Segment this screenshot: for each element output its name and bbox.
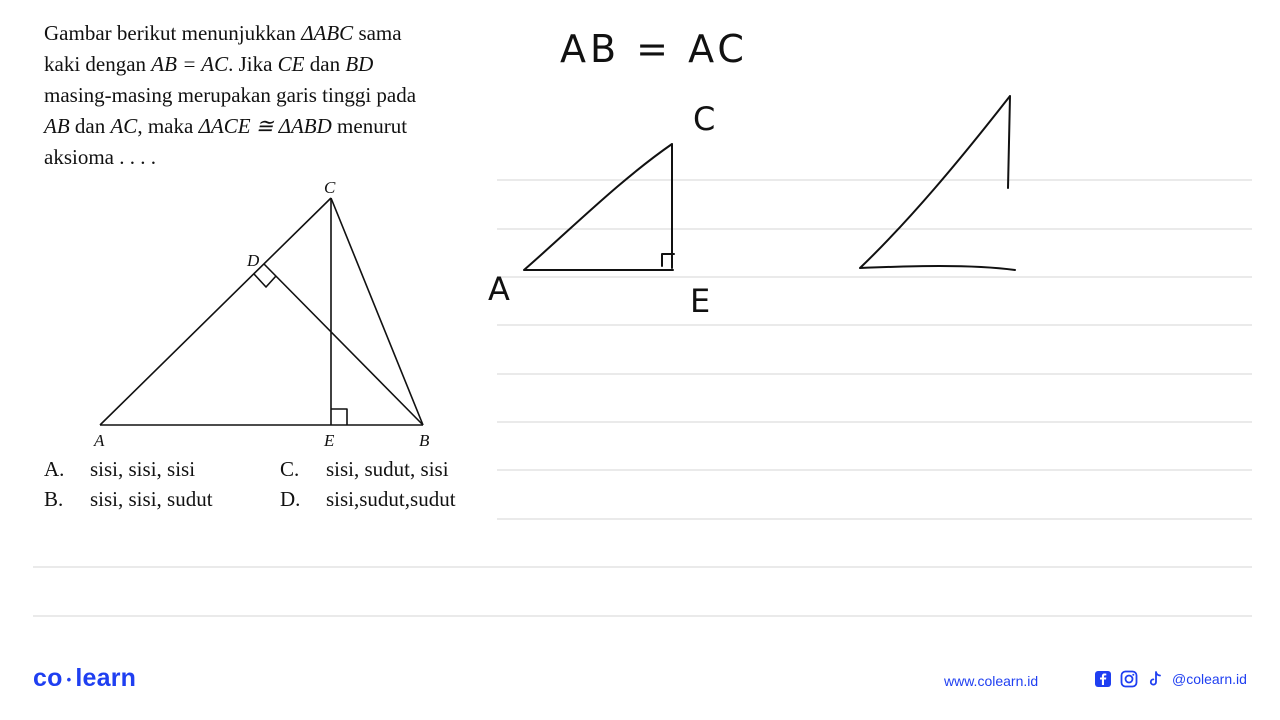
triangle-abc: ΔABC [301, 21, 354, 45]
label-c: C [324, 178, 336, 197]
label-e: E [324, 431, 335, 450]
problem-line-5: aksioma . . . . [44, 145, 156, 169]
problem-text [44, 18, 484, 173]
facebook-icon[interactable] [1094, 670, 1112, 688]
handwritten-label-c: C [693, 100, 716, 138]
altitude-bd [264, 264, 423, 425]
side-ac [100, 198, 331, 425]
option-a[interactable]: A. sisi, sisi, sisi [44, 457, 196, 481]
handwritten-label-e: E [690, 282, 711, 320]
congruence-statement: ΔACE ≅ ΔABD [198, 114, 332, 138]
handwritten-notes [480, 20, 1040, 330]
option-c[interactable]: C. sisi, sudut, sisi [280, 457, 449, 481]
right-angle-mark-e [331, 409, 347, 425]
equation-ab-ac: AB = AC [151, 52, 229, 76]
option-d[interactable]: D. sisi,sudut,sudut [280, 487, 456, 511]
problem-line-3: masing-masing merupakan garis tinggi pada [44, 83, 417, 107]
label-a: A [94, 431, 105, 450]
footer-url[interactable]: www.colearn.id [944, 673, 1039, 689]
option-b[interactable]: B. sisi, sisi, sudut [44, 487, 213, 511]
problem-line-1: Gambar berikut menunjukkan ΔABC sama [44, 21, 402, 45]
right-angle-mark-d [254, 274, 276, 287]
handwritten-equation: AB = AC [560, 27, 748, 71]
triangle-figure [90, 178, 440, 450]
side-bc [331, 198, 423, 425]
label-d: D [247, 251, 260, 270]
social-handle[interactable]: @colearn.id [1172, 671, 1247, 687]
tiktok-icon[interactable] [1146, 670, 1164, 688]
label-b: B [419, 431, 430, 450]
problem-line-4: AB dan AC, maka ΔACE ≅ ΔABD menurut [44, 114, 408, 138]
sketch-triangle-ace [524, 144, 673, 270]
instagram-icon[interactable] [1120, 670, 1138, 688]
problem-line-2: kaki dengan AB = AC. Jika CE dan BD [44, 52, 374, 76]
sketch-triangle-abd [860, 96, 1015, 270]
footer-social [1094, 670, 1247, 688]
colearn-logo: co • learn [33, 664, 137, 692]
handwritten-label-a: A [488, 270, 510, 308]
